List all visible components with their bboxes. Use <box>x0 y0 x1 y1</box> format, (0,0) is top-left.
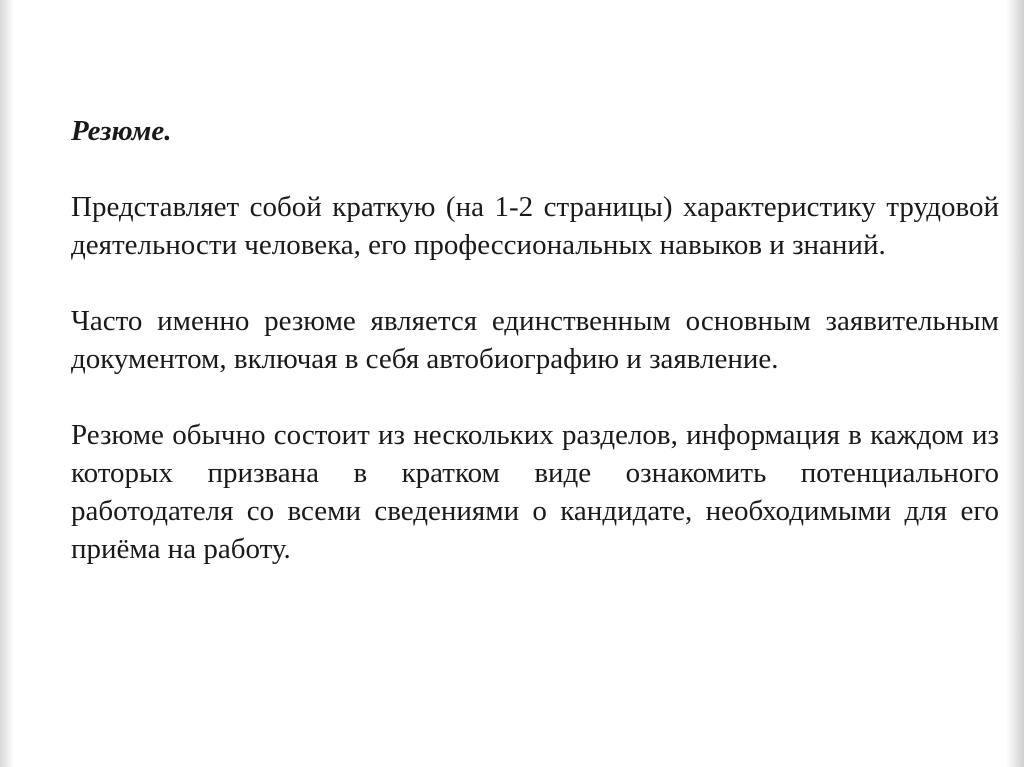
paragraph-structure: Резюме обычно состоит из нескольких разделов, информация в каждом из которых призвана в кратком виде ознакомить потенциального работодателя со всеми сведениями о кандидате, необходимыми для его приёма на работу. <box>71 419 999 565</box>
left-edge-shadow <box>0 0 14 767</box>
right-edge-shadow <box>1006 0 1024 767</box>
slide-content <box>71 112 999 568</box>
paragraph-main-document: Часто именно резюме является единственным основным заявительным документом, включая в себя автобиографию и заявление. <box>71 305 999 375</box>
slide-title: Резюме. <box>71 115 172 147</box>
paragraph-definition: Представляет собой краткую (на 1-2 страницы) характеристику трудовой деятельности человека, его профессиональных навыков и знаний. <box>71 191 999 261</box>
